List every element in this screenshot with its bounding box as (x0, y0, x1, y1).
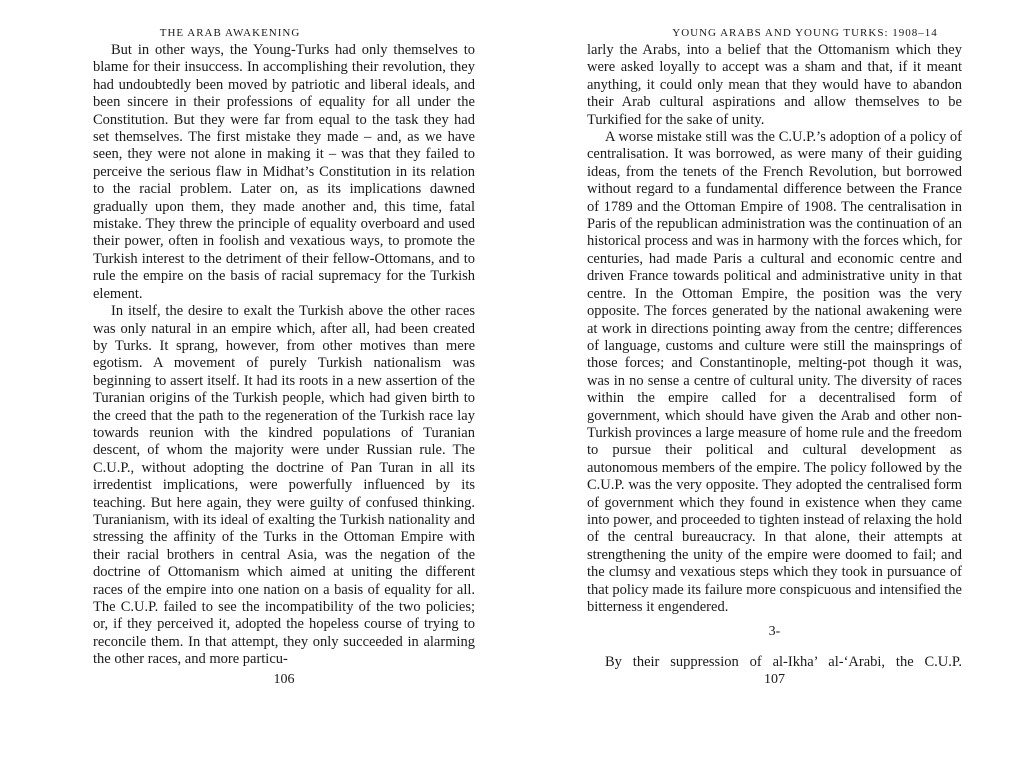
running-head-left: THE ARAB AWAKENING (159, 27, 301, 39)
right-page-body (587, 42, 962, 616)
running-head-right: YOUNG ARABS AND YOUNG TURKS: 1908–14 (672, 27, 938, 39)
left-page-body (93, 42, 475, 669)
paragraph: But in other ways, the Young-Turks had only themselves to blame for their insuccess. In accomplishing their revolution, they had undoubtedly been moved by patriotic and liberal ideals, and been sincere in their professions of equality for all under the Constitution. But they were far from equal to the task they had set themselves. The first mistake they made – and, as we have seen, they were not alone in making it – was that they failed to perceive the serious flaw in Midhat’s Constitution in its relation to the racial problem. Later on, as its implications dawned gradually upon them, they made another and, this time, fatal mistake. They threw the principle of equality overboard and used their power, often in foolish and vexatious ways, to promote the Turkish interest to the detriment of their fellow-Ottomans, and to rule the empire on the basis of racial supremacy for the Turkish element. (93, 42, 475, 302)
right-page (525, 0, 995, 766)
page-number-left: 106 (273, 672, 295, 687)
next-section-start: By their suppression of al-Ikha’ al-‘Arabi, the C.U.P. (605, 654, 962, 670)
paragraph: larly the Arabs, into a belief that the Ottomanism which they were asked loyally to accept was a sham and that, if it meant anything, it could only mean that they would have to abandon their Arab cultural aspirations and allow themselves to be Turkified for the sake of unity. (587, 42, 962, 128)
page-number-right: 107 (764, 672, 785, 687)
paragraph: A worse mistake still was the C.U.P.’s adoption of a policy of centralisation. It was borrowed, as were many of their guiding ideas, from the tenets of the French Revolution, but borrowed without regard to a fundamental difference between the France of 1789 and the Ottoman Empire of 1908. The centralisation in Paris of the republican administration was the continuation of an historical process and was in harmony with the forces which, for centuries, had made Paris a cultural and economic centre and driven France towards political and administrative unity in that centre. In the Ottoman Empire, the position was the very opposite. The forces generated by the national awakening were at work in directions pointing away from the centre; differences of language, customs and culture were still the mainsprings of those forces; and Constantinople, melting-pot though it was, was in no sense a centre of cultural unity. The diversity of races within the empire called for a decentralised form of government, which should have given the Arab and other non-Turkish provinces a large measure of home rule and the freedom to pursue their political and cultural development as autonomous members of the empire. The policy followed by the C.U.P. was the very opposite. They adopted the centralised form of government which they found in existence when they came into power, and proceeded to tighten instead of relaxing the hold of the central bureaucracy. In that alone, their attempts at strengthening the unity of the empire were doomed to fail; and the clumsy and vexatious steps which they took in pursuance of that policy made its failure more conspicuous and intensified the bitterness it engendered. (587, 129, 962, 615)
paragraph: In itself, the desire to exalt the Turkish above the other races was only natural in an empire which, after all, had been created by Turks. It sprang, however, from other motives than mere egotism. A movement of purely Turkish nationalism was beginning to assert itself. It had its roots in a new assertion of the Turanian origins of the Turkish people, which had given birth to the creed that the path to the regeneration of the Turkish race lay towards reunion with the kindred populations of Turanian descent, of whom the majority were under Russian rule. The C.U.P., without adopting the doctrine of Pan Turan in all its irredentist implications, were powerfully influenced by its teaching. But here again, they were guilty of confused thinking. Turanianism, with its ideal of exalting the Turkish nationality and stressing the affinity of the Turks in the Ottoman Empire with their racial brothers in central Asia, was the negation of the doctrine of Ottomanism which aimed at uniting the different races of the empire into one nation on a basis of equality for all. The C.U.P. failed to see the incompatibility of the two policies; or, if they perceived it, adopted the hopeless course of trying to reconcile them. In that attempt, they only succeeded in alarming the other races, and more particu- (93, 303, 475, 668)
left-page (5, 0, 475, 766)
section-number: 3- (768, 624, 781, 639)
